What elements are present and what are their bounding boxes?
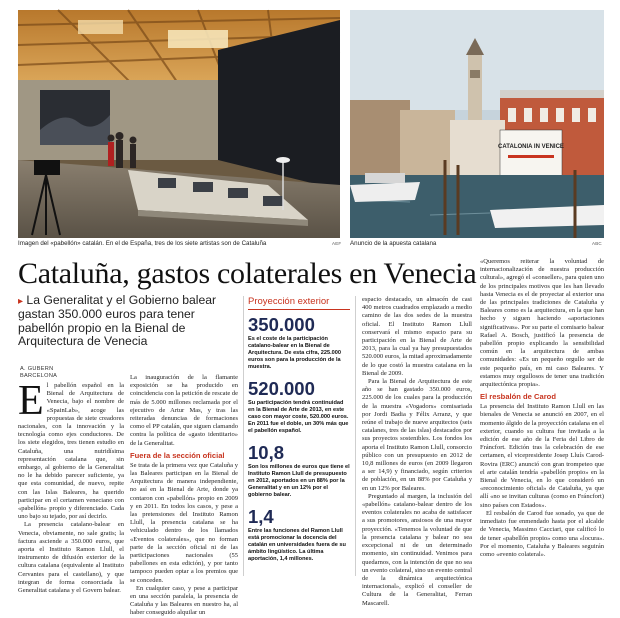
headline: Cataluña, gastos colaterales en Venecia <box>18 257 477 290</box>
body-column-5 <box>480 258 604 578</box>
section-title-fuera: Fuera de la sección oficial <box>130 450 225 460</box>
col5-paragraph-3: El resbalón de Carod fue sonado, ya que de inmediato fue enmendado hasta por el alcalde de Venecia, Massimo Cacciari, que calificó lo de tener «pabellón propio» como una «locura». Por el momento, Cataluña y Baleares seguirán como «evento colateral». <box>480 509 604 558</box>
body-column-1 <box>18 378 124 595</box>
col2-paragraph-3: En cualquier caso, y pese a participar en una sección paralela, la presencia de Cataluña y las Baleares en nuestro ha, al haber conseguido alquilar un <box>130 584 238 617</box>
info-box-title: Proyección exterior <box>248 296 350 310</box>
col4-paragraph-1: espacio destacado, un almacén de casi 400 metros cuadrados emplazado a medio camino de las dos sedes de la muestra oficial. El Instituto Ramon Llull conservará el mismo espacio para su participación en la Bienal de Arte de 2013, para la cual ya hay presupuestados 520.000 euros, la mitad aproximadamente de lo que costó la muestra catalana en la Bienal de 2009. <box>362 296 472 377</box>
venice-photo <box>350 10 604 238</box>
col1-paragraph-2: La presencia catalano-balear en Venecia, obviamente, no sale gratis; la factura asciende a 350.000 euros, que aporta el Instituto Ramon Llull, el instrumento de difusión exterior de la cultura catalana (equivalente al Instituto Cervantes para el castellano), y que integran de forma consorciada la Generalitat catalana y el Govern balear. <box>18 521 124 595</box>
catalonia-sign-text: CATALONIA IN VENICE <box>498 144 564 150</box>
col5-paragraph-2: La presencia del Instituto Ramon Llull en las bienales de Venecia se anunció en 2007, en el momento álgido de la proyección catalana en el exterior, cuando su cultura fue invitada a la edición de ese año de la Feria del Libro de Fráncfort. Edición tras la celebración de ese certamen, el vicepresidente Josep Lluís Carod-Rovira (ERC) anunció con gran trompeteo que el arte catalán tendría «pabellón propio» en la Bienal de Venecia, en lo que consideró un «reconocimiento oficial» de Cataluña, ya que allí «no se invitan culturas (como en Fráncfort) sino países con Estados». <box>480 403 604 509</box>
info-number: 350.000 <box>248 314 315 335</box>
column-divider <box>243 296 244 576</box>
drop-cap: E <box>18 378 44 424</box>
body-column-4 <box>362 296 472 607</box>
author: A. GUBERN <box>20 366 54 372</box>
red-triangle-icon: ▸ <box>18 296 24 307</box>
col4-paragraph-2: Para la Bienal de Arquitectura de este año se han gastado 350.000 euros, 225.000 de los cuales para la producción de la muestra «Vogadors» comisariada por Jordi Badia y Félix Arranz, y que reúne el trabajo de nueve arquitectos (seis catalanes, tres de las islas) destacados por sus proyectos sostenibles. Los fondos los aporta el Instituto Ramon Llull, consorcio público con un presupuesto en 2012 de 10,8 millones de euros (en 2009 llegaron a ser 14,9) y financiado, según criterios de población, en un 88% por Cataluña y en un 12% por Baleares. <box>362 378 472 492</box>
body-column-2 <box>130 374 238 617</box>
info-item <box>248 508 350 563</box>
info-description: Su participación tendrá continuidad en la Bienal de Arte de 2013, en este caso con mayor coste, 520.000 euros. En 2011 fue el doble, un 30% más que el pabellón español. <box>248 400 349 434</box>
info-description: Entre las funciones del Ramon Llull está promocionar la docencia del catalán en universidades fuera de su ámbito lingüístico. La última aportación, 1,4 millones. <box>248 528 346 562</box>
col2-paragraph-2: Se trata de la primera vez que Cataluña y las Baleares participan en la Bienal de Arquitectura de manera independiente, no así en la Bienal de Arte, donde ya contaron con «pabellón» propio en 2009 y en 2011. En todos los casos, y pese a las pretensiones del Instituto Ramon Llull, la presencia catalana se ha vehiculado dentro de los llamados «Eventos colaterales», que no forman parte de la sección oficial ni de las participaciones nacionales (55 pabellones en esta edición), y por tanto tampoco pueden optar a los premios que se conceden. <box>130 461 238 584</box>
subheadline-text: La Generalitat y el Gobierno balear gastan 350.000 euros para tener pabellón propio en la Bienal de Arquitectura de Venecia <box>18 293 217 349</box>
info-item <box>248 316 350 371</box>
info-item <box>248 444 350 499</box>
col2-paragraph-1: La inauguración de la flamante exposición se ha producido en coincidencia con la petición de rescate de más de 5.000 millones reclamada por el ejecutivo de Artur Mas, y tras las reiteradas denuncias de formaciones como el PP catalán, que siguen clamando contra la política de «gasto identitario» de la Generalitat. <box>130 374 238 447</box>
venice-canal-image <box>350 10 604 238</box>
info-number: 10,8 <box>248 442 285 463</box>
left-photo-caption: Imagen del «pabellón» catalán. En el de España, tres de los siete artistas son de Cataluña <box>18 240 267 247</box>
left-photo-credit: AEF <box>332 241 342 246</box>
section-title-carod: El resbalón de Carod <box>480 392 556 402</box>
info-item <box>248 380 350 435</box>
col5-paragraph-1: «Queremos reiterar la voluntad de internacionalización de nuestra producción cultural», agregó el «conseller», para quien uno de los principales motivos que les han llevado hasta Venecia es el de proyectar al exterior una de las principales tradiciones de Cataluña y Baleares como es la arquitectura, en la que han hecho y siguen haciendo «aportaciones significativas». Por su parte el comisario balear Rafael A. Bosch, justificó la presencia de pabellón propio explicando la sensibilidad común en la arquitectura de ambas comunidades: «Es un pequeño orgullo ser de este pequeño país, en mi caso Baleares. Y estamos muy orgullosos de tener una tradición arquitectónica propia». <box>480 258 604 389</box>
info-number: 1,4 <box>248 506 274 527</box>
exhibition-hall-image <box>18 10 340 238</box>
info-description: Es el coste de la participación catalano-balear en la Bienal de Arquitectura. De esta cifra, 225.000 euros son para la producción de la muestra. <box>248 336 341 370</box>
col1-paragraph-1: l pabellón español en la Bienal de Arquitectura de Venecia, bajo el nombre de «SpainLab», acoge las propuestas de siete creadores nacionales, con la innovación y la tecnología como ejes conductores. De los siete elegidos, tres tienen estudio en Cataluña, una nutridísima representación catalana que, sin embargo, al gobierno de la Generalitat no le ha debido parecer suficiente, ya que esta comunidad, de nuevo, repite con las Islas Baleares, ha querido participar en el certamen veneciano con «pabellón» propio y diferenciado. Cada uno bajo su tejado, por así decirlo. <box>18 382 124 521</box>
info-number: 520.000 <box>248 378 315 399</box>
right-photo-caption: Anuncio de la apuesta catalana <box>350 240 437 247</box>
location: BARCELONA <box>20 373 58 379</box>
column-divider <box>355 296 356 576</box>
right-photo-credit: ABC <box>592 241 602 246</box>
subheadline <box>18 294 240 349</box>
col4-paragraph-3: Preguntado al margen, la inclusión del «pabellón» catalano-balear dentro de los eventos colaterales no acaba de satisfacer a sus promotores, ansiosos de una mayor proyección. «Tenemos la voluntad de que la presencia catalana y balear no sea excepcional ni de un determinado momento, sin continuidad. Venimos para quedarnos, con la intención de que no sea un evento colateral, sino un evento central de la dinámica arquitectónica internacional», explicó el conseller de Cultura de la Generalitat, Ferran Mascarell. <box>362 492 472 607</box>
exhibition-photo <box>18 10 340 238</box>
info-box <box>248 296 350 572</box>
info-description: Son los millones de euros que tiene el Instituto Ramon Llull de presupuesto en 2012, aportados en un 88% por la Generalitat y en un 12% por el gobierno balear. <box>248 464 350 498</box>
